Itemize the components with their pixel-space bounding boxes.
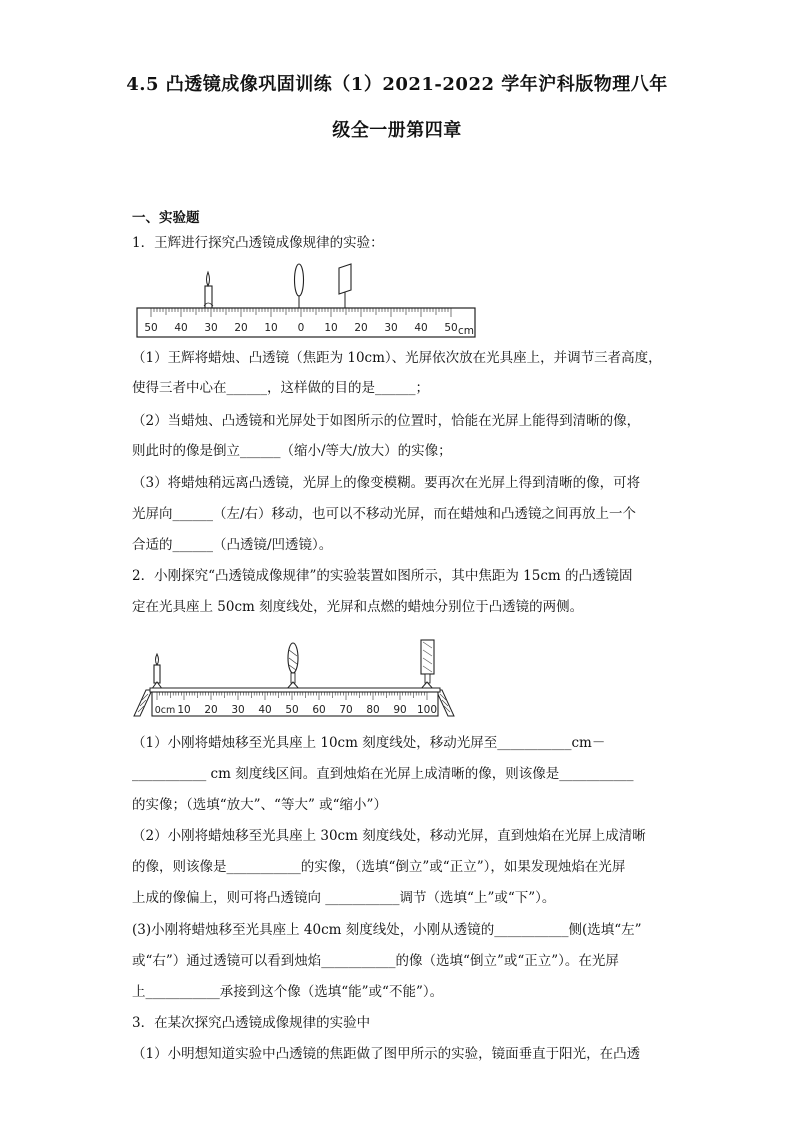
q2-line-4: （2）小刚将蜡烛移至光具座上 30cm 刻度线处，移动光屏，直到烛焰在光屏上成清晰 <box>132 828 646 844</box>
ruler-label: 30 <box>204 322 218 334</box>
q2-line-1: （1）小刚将蜡烛移至光具座上 10cm 刻度线处，移动光屏至___________cm－ <box>132 735 606 751</box>
ruler-label: 40 <box>414 322 428 334</box>
q2-line-7: (3)小刚将蜡烛移至光具座上 40cm 刻度线处，小刚从透镜的___________侧(选填“左” <box>132 922 642 938</box>
ruler-unit: cm <box>458 325 475 337</box>
ruler-label: 50 <box>144 322 158 334</box>
candle-icon <box>151 654 163 690</box>
q1-line-4: 则此时的像是倒立______（缩小/等大/放大）的实像； <box>132 443 452 459</box>
q1-line-2: 使得三者中心在______，这样做的目的是______； <box>132 380 429 396</box>
bench-rail <box>150 688 440 692</box>
convex-lens-icon <box>286 643 300 690</box>
q1-line-6: 光屏向______（左/右）移动，也可以不移动光屏，而在蜡烛和凸透镜之间再放上一个 <box>132 506 637 522</box>
q3-line-1: 3．在某次探究凸透镜成像规律的实验中 <box>132 1015 371 1031</box>
q2-line-9: 上___________承接到这个像（选填“能”或“不能”）。 <box>132 984 444 1000</box>
document-title-line-1: 4.5 凸透镜成像巩固训练（1）2021-2022 学年沪科版物理八年 <box>126 74 668 95</box>
q1-ruler-figure <box>136 262 481 340</box>
bench-label: 90 <box>393 704 407 716</box>
bench-label: 10 <box>177 704 191 716</box>
bench-label: 50 <box>285 704 299 716</box>
bench-label: 70 <box>339 704 353 716</box>
light-screen-icon <box>420 640 434 690</box>
ruler-label: 0 <box>297 322 305 334</box>
q2-line-6: 上成的像偏上，则可将凸透镜向 ___________调节（选填“上”或“下”）。 <box>132 890 556 906</box>
q1-line-1: （1）王辉将蜡烛、凸透镜（焦距为 10cm）、光屏依次放在光具座上，并调节三者高度， <box>132 350 662 366</box>
candle-icon <box>204 272 213 308</box>
q2-line-3: 的实像；（选填“放大”、“等大” 或“缩小”） <box>132 797 387 813</box>
ruler-label: 40 <box>174 322 188 334</box>
q1-line-7: 合适的______（凸透镜/凹透镜）。 <box>132 537 333 553</box>
bench-label: 40 <box>258 704 272 716</box>
ruler-label: 50 <box>444 322 458 334</box>
ruler-label: 10 <box>324 322 338 334</box>
bench-left-leg <box>134 690 152 716</box>
q2-stem-line-2: 定在光具座上 50cm 刻度线处，光屏和点燃的蜡烛分别位于凸透镜的两侧。 <box>132 599 584 615</box>
q2-optical-bench-figure <box>130 638 460 722</box>
ruler-label: 10 <box>264 322 278 334</box>
bench-label: 0cm <box>154 705 176 716</box>
light-screen-icon <box>339 264 351 308</box>
bench-right-leg <box>436 690 454 716</box>
bench-label: 30 <box>231 704 245 716</box>
q1-line-3: （2）当蜡烛、凸透镜和光屏处于如图所示的位置时，恰能在光屏上能得到清晰的像， <box>132 413 641 429</box>
section-heading: 一、实验题 <box>132 210 200 226</box>
bench-label: 60 <box>312 704 326 716</box>
document-title-line-2: 级全一册第四章 <box>332 120 462 141</box>
q2-line-5: 的像，则该像是___________的实像，（选填“倒立”或“正立”），如果发现烛焰在光屏 <box>132 859 626 875</box>
q2-stem-line-1: 2．小刚探究“凸透镜成像规律”的实验装置如图所示，其中焦距为 15cm 的凸透镜固 <box>132 568 633 584</box>
ruler-label: 20 <box>234 322 248 334</box>
q3-line-2: （1）小明想知道实验中凸透镜的焦距做了图甲所示的实验，镜面垂直于阳光，在凸透 <box>132 1046 641 1062</box>
q1-stem: 1．王辉进行探究凸透镜成像规律的实验： <box>132 235 384 251</box>
ruler-label: 30 <box>384 322 398 334</box>
ruler-label: 20 <box>354 322 368 334</box>
bench-label: 100 <box>416 704 438 716</box>
q1-line-5: （3）将蜡烛稍远离凸透镜，光屏上的像变模糊。要再次在光屏上得到清晰的像，可将 <box>132 475 641 491</box>
bench-label: 80 <box>366 704 380 716</box>
q2-line-2: ___________ cm 刻度线区间。直到烛焰在光屏上成清晰的像，则该像是___________ <box>132 766 634 782</box>
bench-label: 20 <box>204 704 218 716</box>
convex-lens-icon <box>295 264 304 296</box>
q2-line-8: 或“右”）通过透镜可以看到烛焰___________的像（选填“倒立”或“正立”）。在光屏 <box>132 953 619 969</box>
